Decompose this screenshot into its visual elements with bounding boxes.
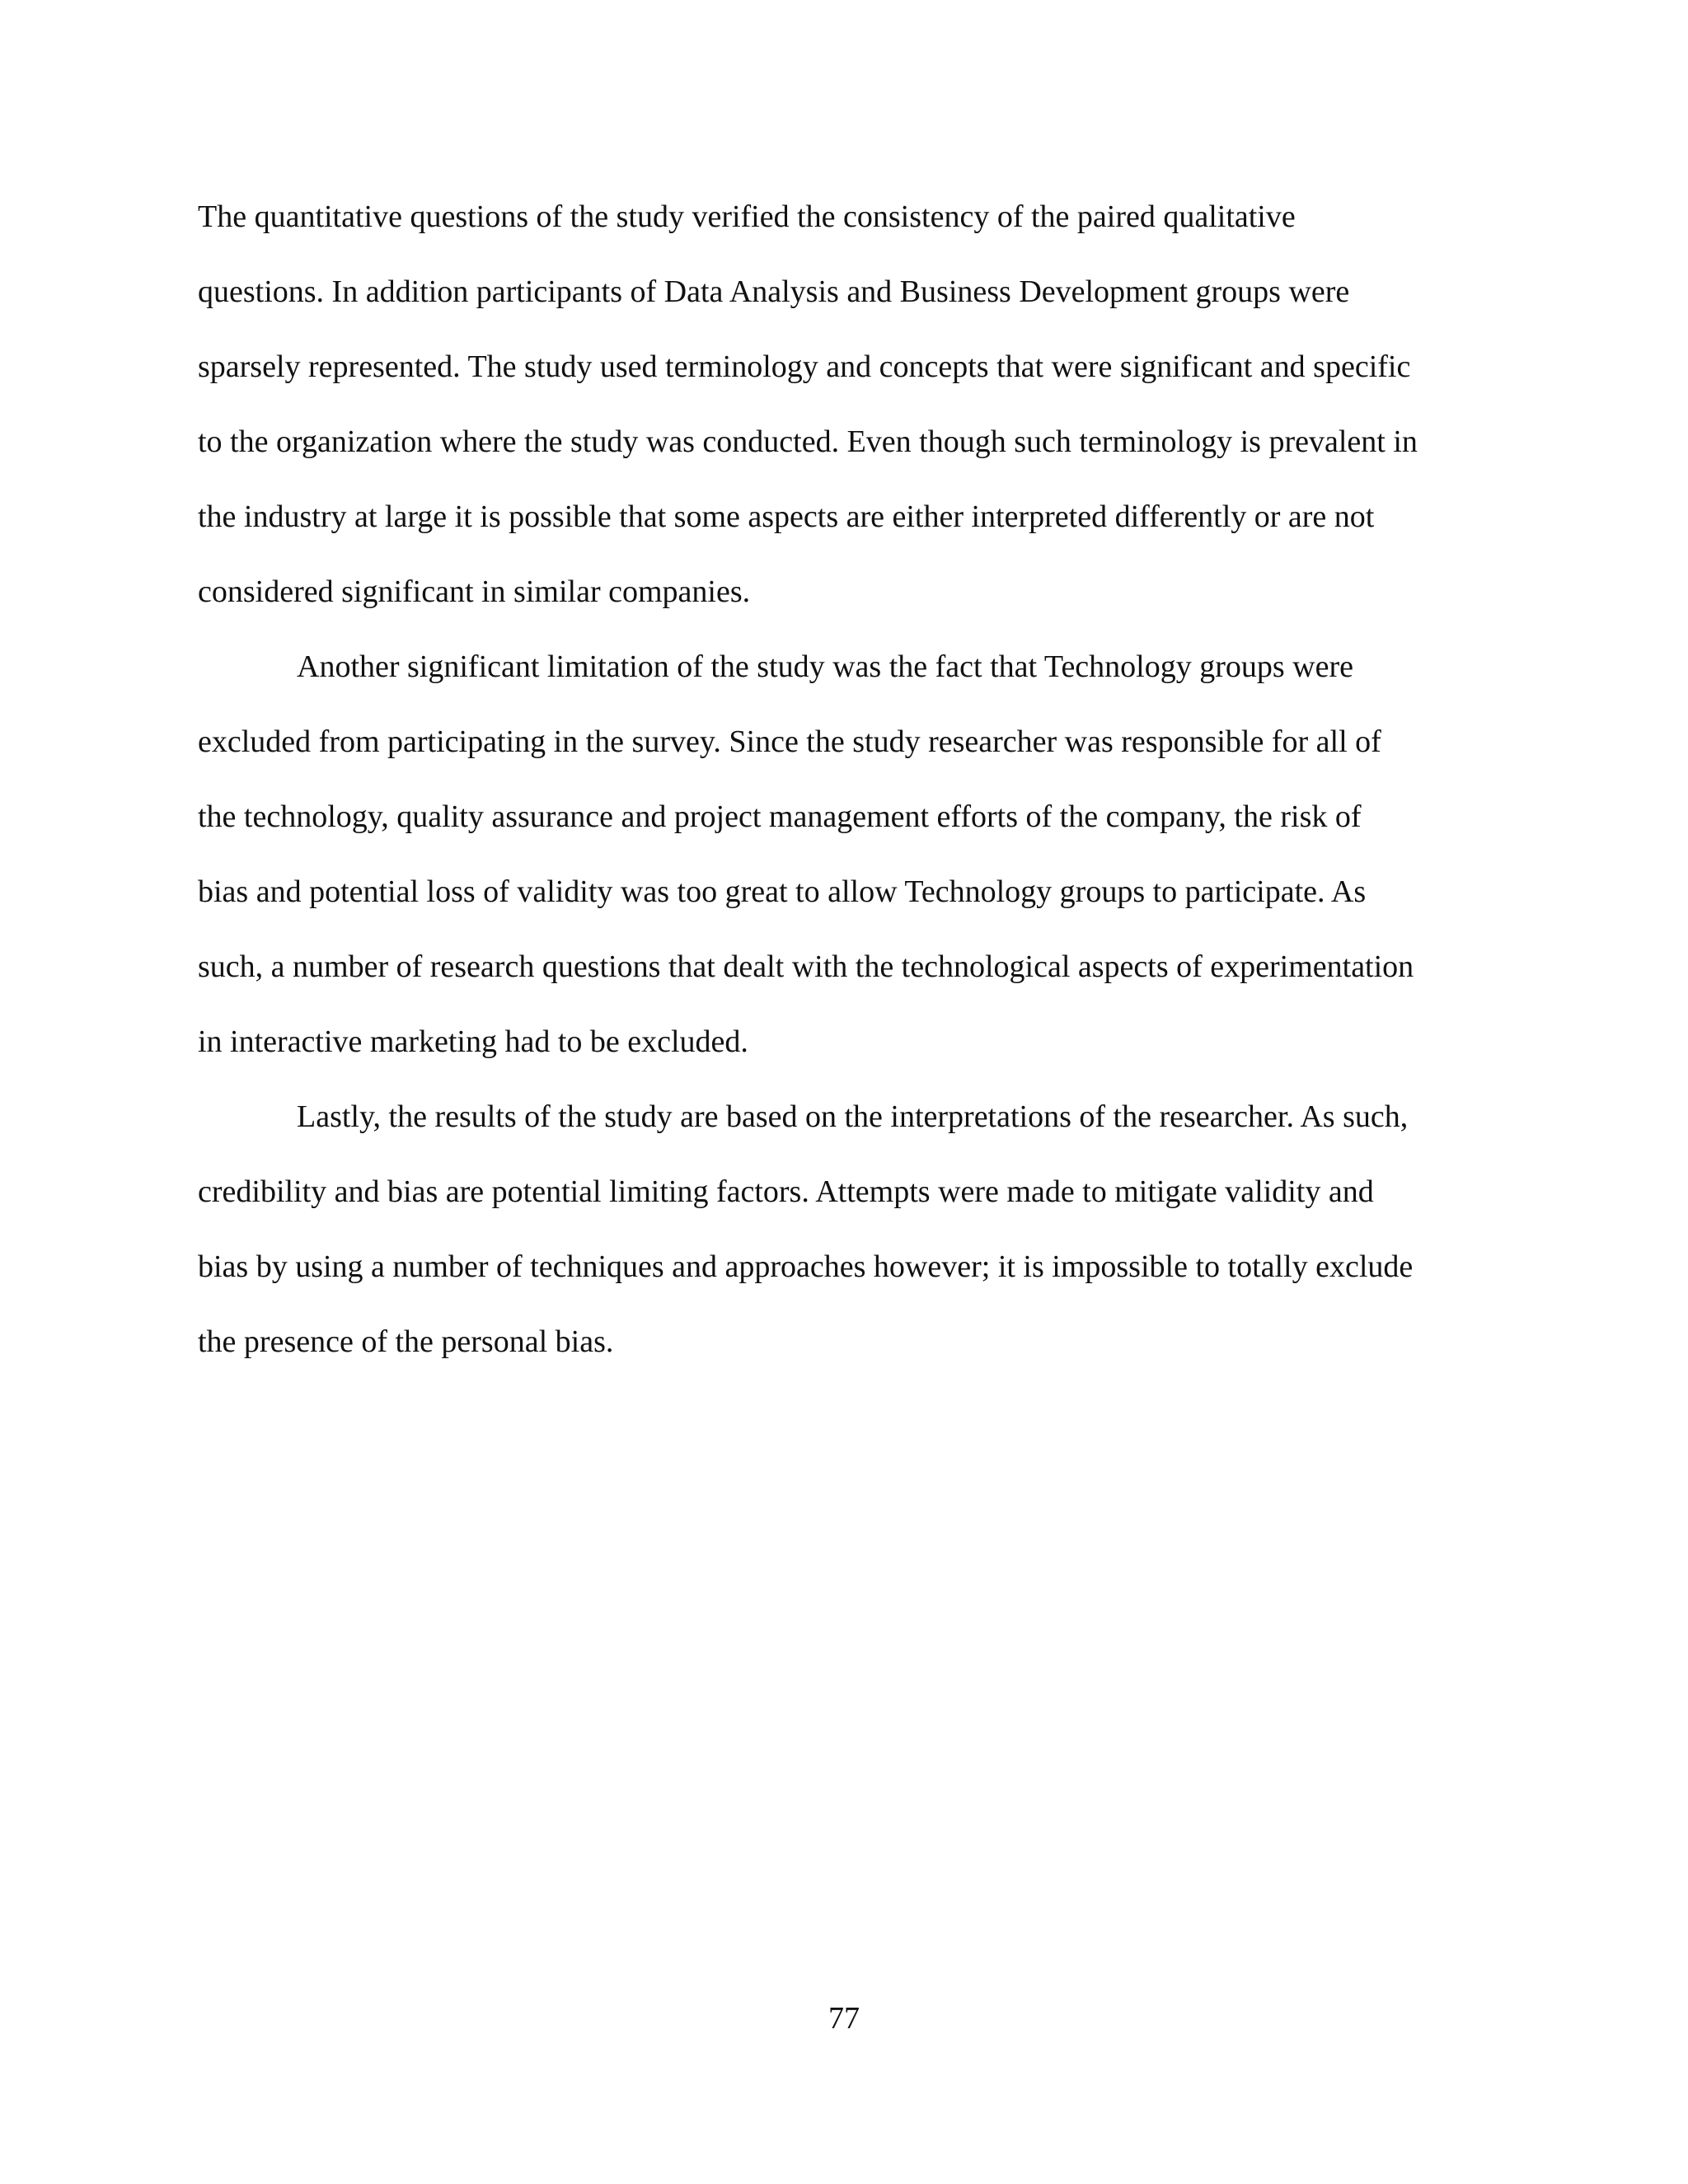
paragraph-3-line-3: bias by using a number of techniques and approaches however; it is impossible to totally exclude	[198, 1249, 1414, 1284]
paragraph-3-line-2: credibility and bias are potential limiting factors. Attempts were made to mitigate validity and	[198, 1174, 1374, 1209]
paragraph-1-line-6: considered significant in similar companies.	[198, 574, 751, 609]
page-number: 77	[828, 2001, 860, 2036]
paragraph-1-line-5: the industry at large it is possible that some aspects are either interpreted differently or are not	[198, 499, 1375, 534]
paragraph-1-line-4: to the organization where the study was conducted. Even though such terminology is prevalent in	[198, 424, 1418, 459]
paragraph-2-line-4: bias and potential loss of validity was too great to allow Technology groups to participate. As	[198, 874, 1367, 909]
paragraph-3-line-4: the presence of the personal bias.	[198, 1324, 614, 1359]
paragraph-2-line-1: Another significant limitation of the study was the fact that Technology groups were	[297, 649, 1353, 684]
paragraph-1-line-3: sparsely represented. The study used terminology and concepts that were significant and specific	[198, 349, 1411, 384]
paragraph-2-line-2: excluded from participating in the survey. Since the study researcher was responsible for all of	[198, 724, 1381, 759]
paragraph-2-line-5: such, a number of research questions that dealt with the technological aspects of experimentation	[198, 949, 1414, 984]
paragraph-1-line-2: questions. In addition participants of Data Analysis and Business Development groups were	[198, 274, 1350, 309]
paragraph-2-line-6: in interactive marketing had to be excluded.	[198, 1024, 748, 1059]
paragraph-2-line-3: the technology, quality assurance and project management efforts of the company, the risk of	[198, 799, 1362, 834]
paragraph-3-line-1: Lastly, the results of the study are based on the interpretations of the researcher. As such,	[297, 1099, 1409, 1134]
paragraph-1-line-1: The quantitative questions of the study verified the consistency of the paired qualitative	[198, 199, 1296, 234]
